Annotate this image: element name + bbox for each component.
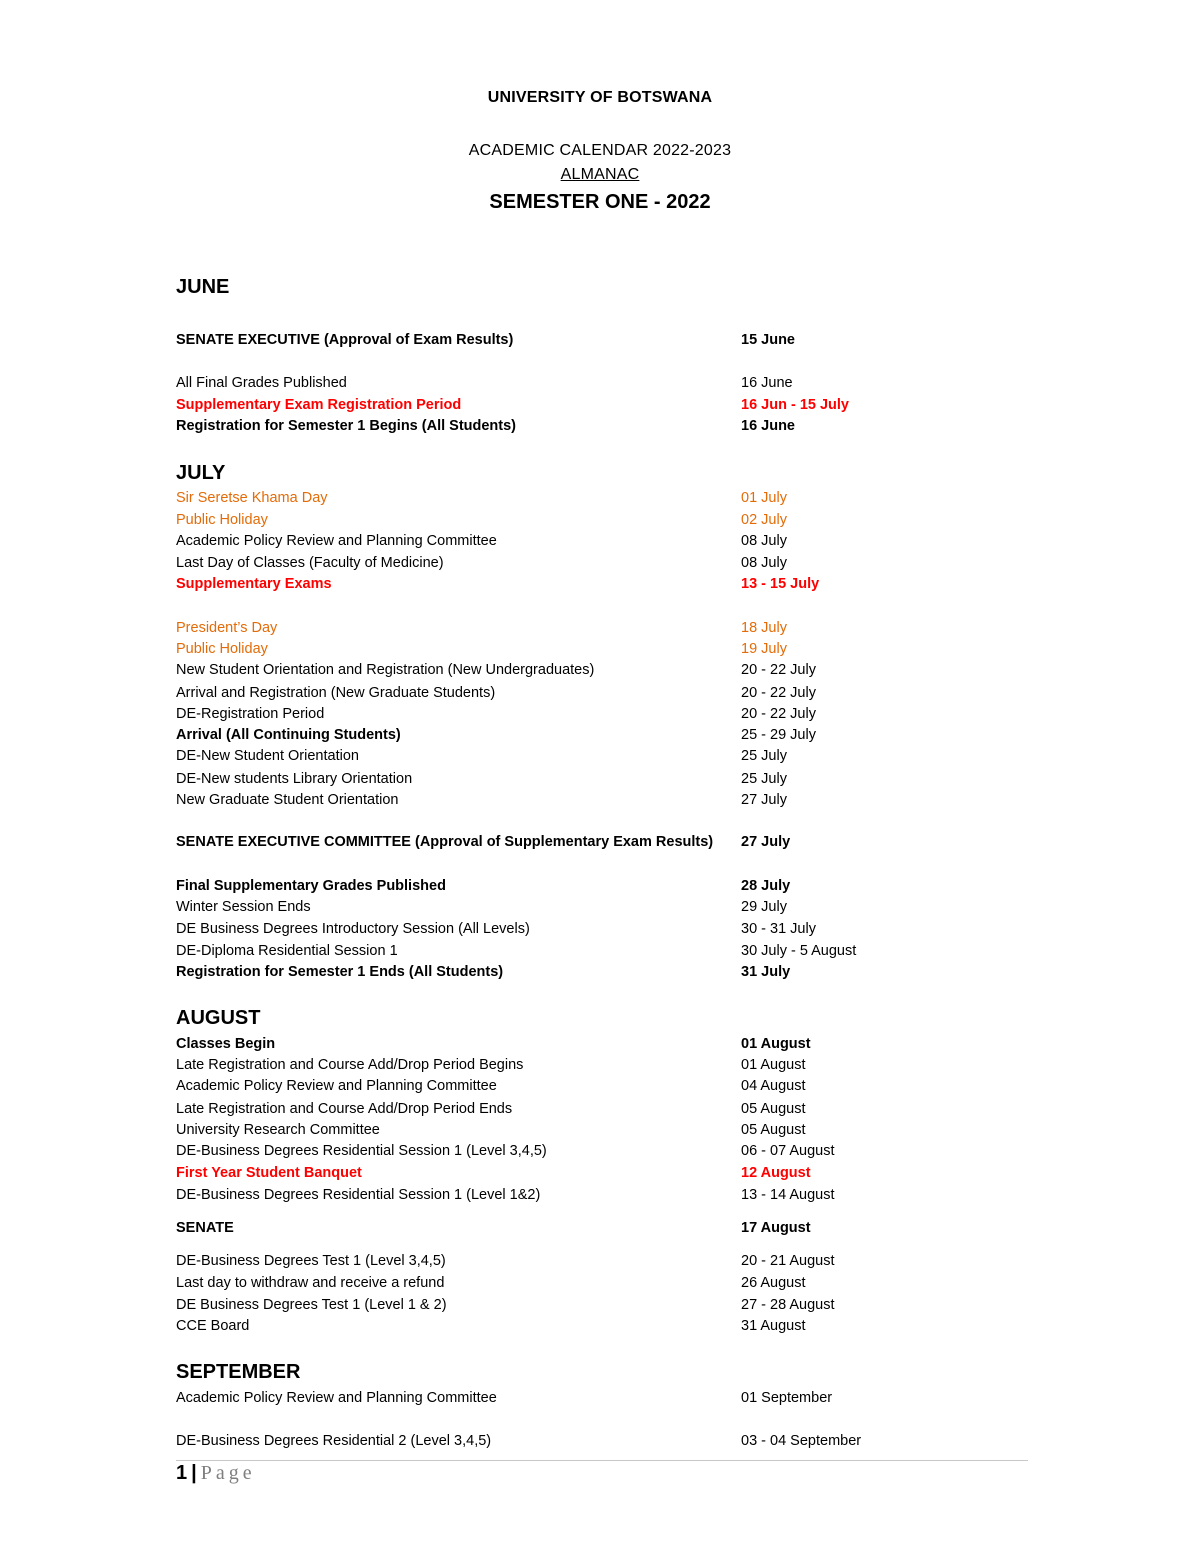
event-label: Late Registration and Course Add/Drop Period Begins: [176, 1057, 524, 1073]
event-label: Academic Policy Review and Planning Committee: [176, 1078, 497, 1094]
calendar-row: [176, 531, 916, 552]
event-label: Sir Seretse Khama Day: [176, 490, 328, 506]
calendar-row: [176, 1099, 916, 1120]
event-label: Final Supplementary Grades Published: [176, 878, 446, 894]
month-heading-september: SEPTEMBER: [176, 1361, 301, 1383]
event-date: 25 July: [741, 771, 787, 787]
event-date: 31 August: [741, 1318, 806, 1334]
event-date: 01 August: [741, 1057, 806, 1073]
calendar-row: [176, 1141, 916, 1162]
event-label: DE-Business Degrees Residential Session 1 (Level 1&2): [176, 1187, 541, 1203]
event-label: New Student Orientation and Registration (New Undergraduates): [176, 662, 595, 678]
event-date: 30 - 31 July: [741, 921, 816, 937]
calendar-row: [176, 1185, 916, 1206]
event-label: Academic Policy Review and Planning Committee: [176, 533, 497, 549]
event-date: 17 August: [741, 1220, 811, 1236]
calendar-row: [176, 941, 916, 962]
event-date: 25 - 29 July: [741, 727, 816, 743]
calendar-row: [176, 373, 916, 394]
calendar-row: [176, 746, 916, 767]
event-label: DE Business Degrees Test 1 (Level 1 & 2): [176, 1297, 447, 1313]
event-label: Public Holiday: [176, 512, 268, 528]
event-date: 16 June: [741, 418, 795, 434]
event-date: 06 - 07 August: [741, 1143, 835, 1159]
calendar-row: [176, 876, 916, 897]
event-date: 27 - 28 August: [741, 1297, 835, 1313]
calendar-row: [176, 1431, 916, 1452]
semester-title: SEMESTER ONE - 2022: [489, 191, 711, 213]
page-footer: [176, 1462, 256, 1485]
event-label: DE-New Student Orientation: [176, 748, 359, 764]
event-label: New Graduate Student Orientation: [176, 792, 399, 808]
event-date: 29 July: [741, 899, 787, 915]
event-date: 20 - 22 July: [741, 685, 816, 701]
almanac-title: ALMANAC: [560, 166, 640, 183]
event-date: 26 August: [741, 1275, 806, 1291]
event-date: 16 Jun - 15 July: [741, 397, 849, 413]
event-date: 25 July: [741, 748, 787, 764]
event-date: 05 August: [741, 1101, 806, 1117]
event-date: 31 July: [741, 964, 791, 980]
event-label: Last day to withdraw and receive a refund: [176, 1275, 445, 1291]
calendar-row: [176, 1316, 916, 1337]
calendar-row: [176, 416, 916, 437]
event-date: 20 - 22 July: [741, 662, 816, 678]
calendar-row: [176, 1295, 916, 1316]
calendar-row: [176, 1034, 916, 1055]
event-label: Registration for Semester 1 Begins (All Students): [176, 418, 517, 434]
month-heading-june: JUNE: [176, 276, 230, 298]
footer-separator: |: [191, 1462, 197, 1484]
event-label: Arrival (All Continuing Students): [176, 727, 401, 743]
page-number: 1: [176, 1462, 188, 1484]
event-date: 13 - 14 August: [741, 1187, 835, 1203]
event-date: 01 September: [741, 1390, 833, 1406]
event-label: DE-Business Degrees Residential 2 (Level 3,4,5): [176, 1433, 492, 1449]
event-date: 30 July - 5 August: [741, 943, 857, 959]
event-label: DE Business Degrees Introductory Session (All Levels): [176, 921, 530, 937]
event-label: All Final Grades Published: [176, 375, 347, 391]
calendar-row: [176, 330, 916, 351]
event-date: 01 August: [741, 1036, 811, 1052]
calendar-row: [176, 1055, 916, 1076]
calendar-row: [176, 639, 916, 660]
calendar-row: [176, 832, 916, 853]
event-date: 20 - 22 July: [741, 706, 816, 722]
event-label: SENATE: [176, 1220, 234, 1236]
event-label: Supplementary Exam Registration Period: [176, 397, 462, 413]
calendar-row: [176, 683, 916, 704]
event-label: SENATE EXECUTIVE COMMITTEE (Approval of Supplementary Exam Results): [176, 834, 714, 850]
calendar-row: [176, 1251, 916, 1272]
event-label: University Research Committee: [176, 1122, 380, 1138]
event-date: 27 July: [741, 834, 791, 850]
month-heading-august: AUGUST: [176, 1007, 261, 1029]
calendar-row: [176, 1388, 916, 1409]
calendar-title: ACADEMIC CALENDAR 2022-2023: [468, 142, 732, 159]
calendar-row: [176, 962, 916, 983]
event-label: Registration for Semester 1 Ends (All Students): [176, 964, 504, 980]
event-label: DE-Business Degrees Residential Session 1 (Level 3,4,5): [176, 1143, 547, 1159]
event-date: 13 - 15 July: [741, 576, 820, 592]
event-label: Academic Policy Review and Planning Committee: [176, 1390, 497, 1406]
calendar-row: [176, 488, 916, 509]
calendar-row: [176, 790, 916, 811]
university-title: UNIVERSITY OF BOTSWANA: [487, 89, 713, 106]
event-label: DE-Diploma Residential Session 1: [176, 943, 398, 959]
event-label: Last Day of Classes (Faculty of Medicine): [176, 555, 444, 571]
page-label: Page: [200, 1462, 256, 1484]
event-date: 04 August: [741, 1078, 806, 1094]
calendar-row: [176, 660, 916, 681]
event-label: Late Registration and Course Add/Drop Period Ends: [176, 1101, 513, 1117]
calendar-row: [176, 618, 916, 639]
event-date: 28 July: [741, 878, 791, 894]
event-date: 08 July: [741, 533, 787, 549]
event-date: 16 June: [741, 375, 793, 391]
calendar-row: [176, 704, 916, 725]
calendar-row: [176, 574, 916, 595]
footer-divider: [176, 1460, 1028, 1461]
event-label: Classes Begin: [176, 1036, 276, 1052]
calendar-row: [176, 1163, 916, 1184]
event-label: DE-Business Degrees Test 1 (Level 3,4,5): [176, 1253, 446, 1269]
event-date: 02 July: [741, 512, 787, 528]
calendar-row: [176, 1218, 916, 1239]
event-label: Public Holiday: [176, 641, 268, 657]
event-date: 12 August: [741, 1165, 811, 1181]
event-date: 08 July: [741, 555, 787, 571]
calendar-row: [176, 395, 916, 416]
event-date: 18 July: [741, 620, 787, 636]
event-date: 01 July: [741, 490, 787, 506]
calendar-row: [176, 769, 916, 790]
calendar-row: [176, 725, 916, 746]
calendar-row: [176, 1273, 916, 1294]
calendar-row: [176, 1076, 916, 1097]
event-date: 20 - 21 August: [741, 1253, 835, 1269]
event-label: DE-Registration Period: [176, 706, 325, 722]
event-date: 15 June: [741, 332, 795, 348]
event-label: SENATE EXECUTIVE (Approval of Exam Results): [176, 332, 514, 348]
month-heading-july: JULY: [176, 462, 226, 484]
calendar-row: [176, 510, 916, 531]
event-label: President’s Day: [176, 620, 278, 636]
event-label: Winter Session Ends: [176, 899, 311, 915]
event-date: 05 August: [741, 1122, 806, 1138]
calendar-row: [176, 1120, 916, 1141]
event-date: 03 - 04 September: [741, 1433, 862, 1449]
calendar-row: [176, 553, 916, 574]
event-label: Arrival and Registration (New Graduate Students): [176, 685, 496, 701]
calendar-row: [176, 897, 916, 918]
event-label: First Year Student Banquet: [176, 1165, 362, 1181]
event-label: DE-New students Library Orientation: [176, 771, 413, 787]
event-label: CCE Board: [176, 1318, 250, 1334]
event-date: 19 July: [741, 641, 787, 657]
calendar-row: [176, 919, 916, 940]
event-date: 27 July: [741, 792, 787, 808]
event-label: Supplementary Exams: [176, 576, 332, 592]
